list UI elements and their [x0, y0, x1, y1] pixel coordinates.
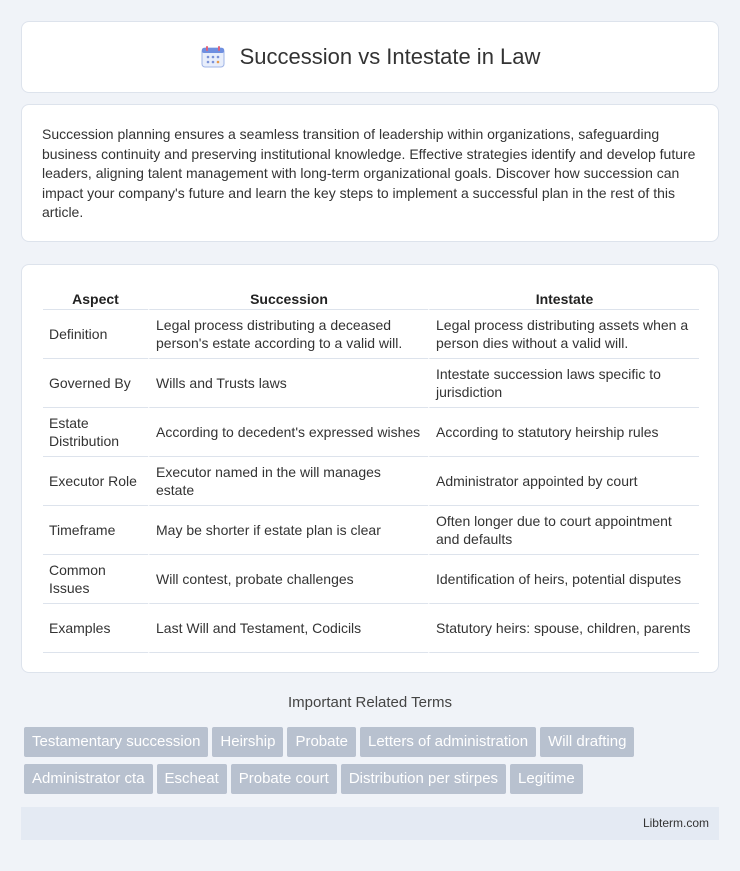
related-term-tag[interactable]: Legitime [510, 764, 583, 794]
column-header-aspect: Aspect [43, 285, 148, 310]
table-header-row [43, 285, 699, 310]
header-card [21, 21, 719, 93]
footer-brand-link[interactable]: Libterm.com [642, 816, 709, 830]
related-term-tag[interactable]: Escheat [157, 764, 227, 794]
cell-intestate: According to statutory heirship rules [428, 408, 699, 457]
footer [21, 807, 719, 840]
table-row [43, 604, 699, 653]
cell-intestate: Statutory heirs: spouse, children, parents [428, 604, 699, 653]
cell-intestate: Legal process distributing assets when a person dies without a valid will. [428, 310, 699, 359]
cell-succession: According to decedent's expressed wishes [148, 408, 428, 457]
intro-card [21, 104, 719, 242]
related-terms-title: Important Related Terms [288, 694, 452, 711]
related-term-tag[interactable]: Testamentary succession [24, 727, 208, 757]
column-header-intestate: Intestate [428, 285, 699, 310]
cell-succession: Executor named in the will manages estate [148, 457, 428, 506]
related-term-tag[interactable]: Will drafting [540, 727, 634, 757]
cell-succession: Last Will and Testament, Codicils [148, 604, 428, 653]
related-term-tag[interactable]: Administrator cta [24, 764, 153, 794]
table-row [43, 555, 699, 604]
table-row [43, 310, 699, 359]
cell-aspect: Definition [43, 310, 148, 359]
cell-intestate: Identification of heirs, potential disputes [428, 555, 699, 604]
cell-intestate: Often longer due to court appointment and defaults [428, 506, 699, 555]
table-row [43, 359, 699, 408]
column-header-succession: Succession [148, 285, 428, 310]
related-term-tag[interactable]: Probate court [231, 764, 337, 794]
table-row [43, 408, 699, 457]
cell-succession: Wills and Trusts laws [148, 359, 428, 408]
comparison-table-card [21, 264, 719, 673]
cell-aspect: Estate Distribution [43, 408, 148, 457]
related-terms-list [24, 727, 704, 801]
cell-aspect: Timeframe [43, 506, 148, 555]
cell-aspect: Common Issues [43, 555, 148, 604]
related-term-tag[interactable]: Heirship [212, 727, 283, 757]
related-term-tag[interactable]: Letters of administration [360, 727, 536, 757]
table-row [43, 457, 699, 506]
cell-aspect: Governed By [43, 359, 148, 408]
cell-aspect: Executor Role [43, 457, 148, 506]
cell-intestate: Administrator appointed by court [428, 457, 699, 506]
intro-text: Succession planning ensures a seamless transition of leadership within organizations, safeguarding business continuity and preserving institutional knowledge. Effective strategies identify and develop future leaders, aligning talent management with long-term organizational goals. Discover how succession can impact your company's future and learn the key steps to implement a successful plan in the rest of this article. [42, 126, 696, 221]
related-term-tag[interactable]: Probate [287, 727, 356, 757]
table-row [43, 506, 699, 555]
page-title: Succession vs Intestate in Law [239, 44, 541, 69]
calendar-icon [200, 45, 226, 69]
cell-succession: May be shorter if estate plan is clear [148, 506, 428, 555]
related-term-tag[interactable]: Distribution per stirpes [341, 764, 506, 794]
comparison-table [43, 285, 699, 653]
cell-succession: Will contest, probate challenges [148, 555, 428, 604]
cell-succession: Legal process distributing a deceased person's estate according to a valid will. [148, 310, 428, 359]
cell-aspect: Examples [43, 604, 148, 653]
cell-intestate: Intestate succession laws specific to jurisdiction [428, 359, 699, 408]
